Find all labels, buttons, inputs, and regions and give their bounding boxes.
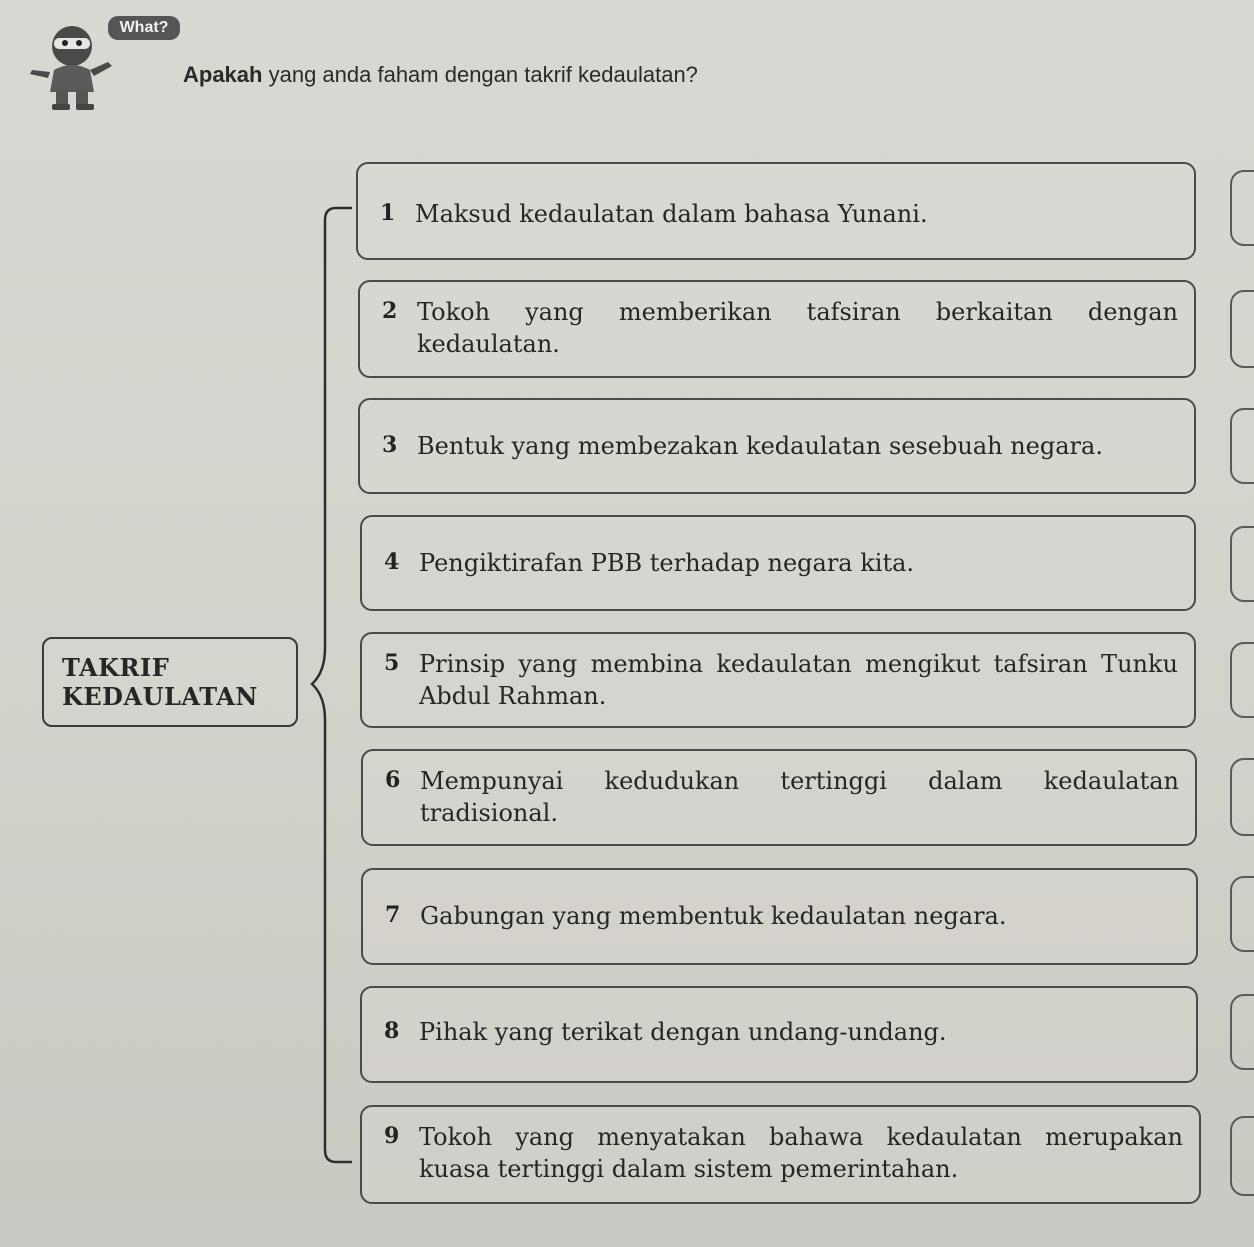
item-number: 4 xyxy=(384,549,400,575)
item-box-9 xyxy=(360,1105,1201,1204)
item-number: 9 xyxy=(384,1123,400,1149)
item-box-6 xyxy=(361,749,1197,846)
item-number: 3 xyxy=(382,432,398,458)
item-number: 7 xyxy=(385,902,401,928)
answer-box-7[interactable] xyxy=(1230,876,1254,952)
speech-bubble: What? xyxy=(108,16,180,40)
takrif-line-2: KEDAULATAN xyxy=(62,682,258,711)
item-text: Mempunyai kedudukan tertinggi dalam kedaulatan tradisional. xyxy=(420,767,1179,827)
answer-box-8[interactable] xyxy=(1230,994,1254,1070)
item-number: 5 xyxy=(384,650,400,676)
item-number: 2 xyxy=(382,298,398,324)
item-text: Tokoh yang memberikan tafsiran berkaitan dengan kedaulatan. xyxy=(417,298,1178,358)
answer-box-5[interactable] xyxy=(1230,642,1254,718)
answer-box-1[interactable] xyxy=(1230,170,1254,246)
item-text: Pihak yang terikat dengan undang-undang. xyxy=(419,1018,947,1046)
item-box-3 xyxy=(358,398,1196,494)
item-number: 6 xyxy=(385,767,401,793)
item-number: 1 xyxy=(380,200,396,226)
answer-box-3[interactable] xyxy=(1230,408,1254,484)
item-box-1 xyxy=(356,162,1196,260)
answer-box-2[interactable] xyxy=(1230,290,1254,368)
item-text: Prinsip yang membina kedaulatan mengikut tafsiran Tunku Abdul Rahman. xyxy=(419,650,1178,710)
item-number: 8 xyxy=(384,1018,400,1044)
question-bold: Apakah xyxy=(183,62,263,87)
answer-box-9[interactable] xyxy=(1230,1116,1254,1196)
item-box-5 xyxy=(360,632,1196,728)
item-box-7 xyxy=(361,868,1198,965)
item-box-8 xyxy=(360,986,1198,1083)
item-text: Bentuk yang membezakan kedaulatan sesebuah negara. xyxy=(417,432,1103,460)
takrif-kedaulatan-box xyxy=(42,637,298,727)
takrif-line-1: TAKRIF xyxy=(62,653,170,682)
item-text: Pengiktirafan PBB terhadap negara kita. xyxy=(419,549,915,577)
question-text: yang anda faham dengan takrif kedaulatan? xyxy=(262,62,698,87)
item-text: Maksud kedaulatan dalam bahasa Yunani. xyxy=(415,200,928,228)
item-box-2 xyxy=(358,280,1196,378)
answer-box-6[interactable] xyxy=(1230,758,1254,836)
item-text: Tokoh yang menyatakan bahawa kedaulatan merupakan kuasa tertinggi dalam sistem pemerintahan. xyxy=(419,1123,1183,1183)
answer-box-4[interactable] xyxy=(1230,526,1254,602)
item-box-4 xyxy=(360,515,1196,611)
item-text: Gabungan yang membentuk kedaulatan negara. xyxy=(420,902,1007,930)
